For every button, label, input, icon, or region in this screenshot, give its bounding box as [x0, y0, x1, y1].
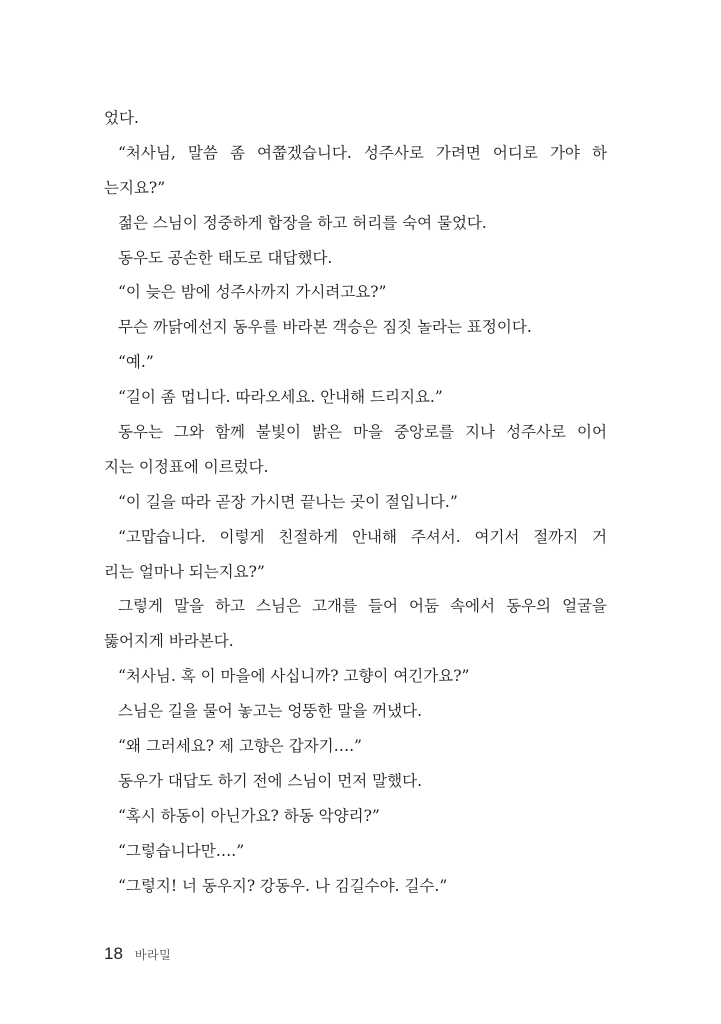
text-line: “처사님, 말씀 좀 여쭙겠습니다. 성주사로 가려면 어디로 가야 하 — [118, 143, 607, 162]
text-line: “이 길을 따라 곧장 가시면 끝나는 곳이 절입니다.” — [118, 492, 458, 511]
text-line: 그렇게 말을 하고 스님은 고개를 들어 어둠 속에서 동우의 얼굴을 — [118, 597, 607, 616]
text-line: “왜 그러세요? 제 고향은 갑자기….” — [118, 737, 362, 756]
text-line: “이 늦은 밤에 성주사까지 가시려고요?” — [118, 283, 387, 302]
text-line: “혹시 하동이 아닌가요? 하동 악양리?” — [118, 806, 380, 825]
text-line: 지는 이정표에 이르렀다. — [104, 457, 269, 476]
text-line: 무슨 까닭에선지 동우를 바라본 객승은 짐짓 놀라는 표정이다. — [118, 318, 532, 337]
text-line: “그렇습니다만….” — [118, 841, 245, 860]
text-line: 동우가 대답도 하기 전에 스님이 먼저 말했다. — [118, 771, 423, 790]
text-line: 젊은 스님이 정중하게 합장을 하고 허리를 숙여 물었다. — [118, 213, 487, 232]
text-line: 동우도 공손한 태도로 대답했다. — [118, 248, 333, 267]
text-line: 었다. — [104, 109, 139, 127]
text-line: 리는 얼마나 되는지요?” — [104, 562, 265, 581]
text-line: 스님은 길을 물어 놓고는 엉뚱한 말을 꺼냈다. — [118, 702, 423, 721]
text-line: 뚫어지게 바라본다. — [104, 632, 234, 651]
body-text — [104, 101, 607, 903]
text-line: “길이 좀 멉니다. 따라오세요. 안내해 드리지요.” — [118, 388, 443, 407]
text-line: “고맙습니다. 이렇게 친절하게 안내해 주셔서. 여기서 절까지 거 — [118, 527, 607, 546]
text-line: “그렇지! 너 동우지? 강동우. 나 김길수야. 길수.” — [118, 876, 448, 895]
page-number: 18 — [104, 944, 123, 963]
page-footer — [104, 944, 171, 970]
text-line: “예.” — [118, 353, 154, 372]
text-line: “처사님. 혹 이 마을에 사십니까? 고향이 여긴가요?” — [118, 667, 470, 686]
text-line: 동우는 그와 함께 불빛이 밝은 마을 중앙로를 지나 성주사로 이어 — [118, 423, 607, 442]
text-line: 는지요?” — [104, 178, 166, 197]
book-title: 바라밀 — [134, 948, 172, 962]
